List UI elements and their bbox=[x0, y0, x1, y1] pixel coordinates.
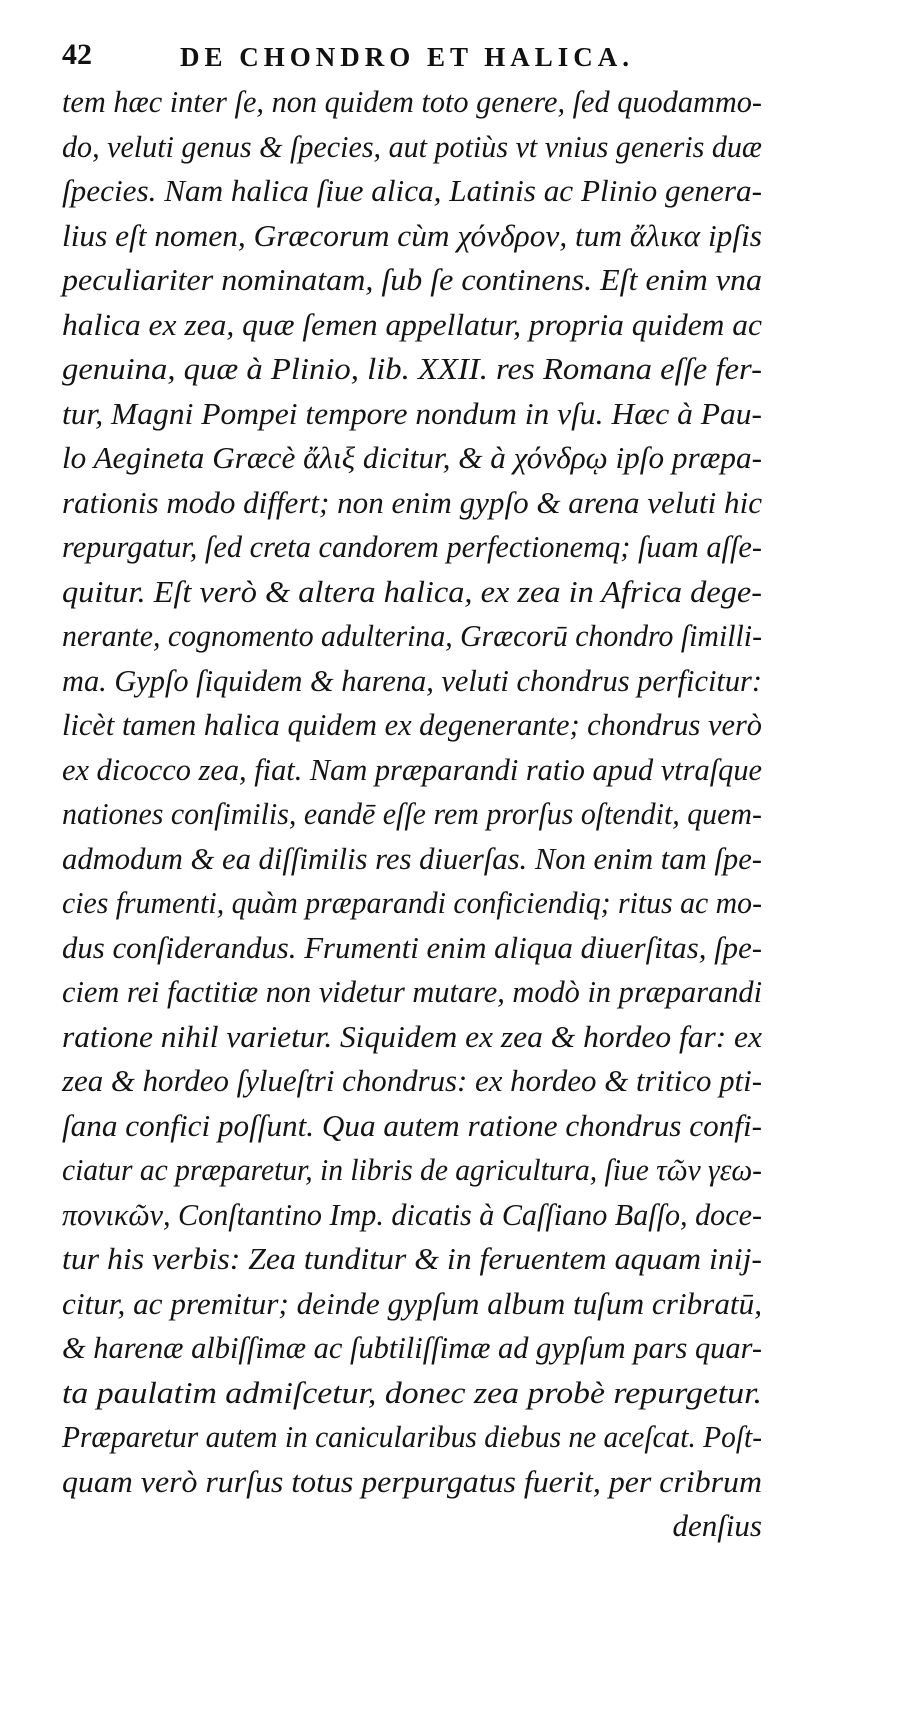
text-line: ma. Gypſo ſiquidem & harena, veluti chondrus perficitur: bbox=[62, 662, 762, 698]
text-line: ciatur ac præparetur, in libris de agricultura, ſiue τῶν γεω- bbox=[62, 1152, 762, 1187]
text-line: ciem rei factitiæ non videtur mutare, modò in præparandi bbox=[62, 974, 762, 1009]
text-line: genuina, quæ à Plinio, lib. XXII. res Romana eſſe fer- bbox=[62, 351, 762, 386]
text-line: halica ex zea, quæ ſemen appellatur, propria quidem ac bbox=[62, 306, 763, 342]
text-line: nationes conſimilis, eandē eſſe rem prorſus oſtendit, quem- bbox=[62, 796, 762, 831]
text-line: tur, Magni Pompei tempore nondum in vſu. Hæc à Pau- bbox=[62, 395, 762, 431]
text-line: ex dicocco zea, fiat. Nam præparandi ratio apud vtraſque bbox=[62, 751, 762, 787]
page-header bbox=[62, 38, 762, 78]
text-line: admodum & ea diſſimilis res diuerſas. Non enim tam ſpe- bbox=[62, 840, 762, 876]
text-line: ta paulatim admiſcetur, donec zea probè repurgetur. bbox=[62, 1374, 762, 1410]
body-text bbox=[62, 80, 852, 1549]
text-line: ſpecies. Nam halica ſiue alica, Latinis ac Plinio genera- bbox=[62, 173, 762, 208]
text-line: lo Aegineta Græcè ἄλιξ dicitur, & à χόνδρῳ ipſo præpa- bbox=[62, 440, 762, 475]
text-line: ratione nihil varietur. Siquidem ex zea & hordeo far: ex bbox=[62, 1018, 762, 1054]
text-line: rationis modo differt; non enim gypſo & arena veluti hic bbox=[62, 484, 762, 520]
text-line: peculiariter nominatam, ſub ſe continens. Eſt enim vna bbox=[62, 262, 762, 297]
text-line: licèt tamen halica quidem ex degenerante; chondrus verò bbox=[62, 707, 762, 742]
catchword: denſius bbox=[672, 1508, 762, 1543]
page-number: 42 bbox=[62, 38, 92, 71]
text-line: dus conſiderandus. Frumenti enim aliqua diuerſitas, ſpe- bbox=[62, 929, 762, 965]
text-line: quitur. Eſt verò & altera halica, ex zea in Africa dege- bbox=[62, 573, 762, 609]
text-line: nerante, cognomento adulterina, Græcorū chondro ſimilli- bbox=[62, 618, 762, 653]
text-line: tem hæc inter ſe, non quidem toto genere, ſed quodammo- bbox=[62, 84, 762, 119]
text-line: πονικῶν, Conſtantino Imp. dicatis à Caſſiano Baſſo, doce- bbox=[62, 1196, 762, 1232]
text-line: do, veluti genus & ſpecies, aut potiùs vt vnius generis duæ bbox=[62, 128, 762, 164]
text-line: repurgatur, ſed creta candorem perfectionemq; ſuam aſſe- bbox=[62, 529, 762, 564]
text-line: quam verò rurſus totus perpurgatus fuerit, per cribrum bbox=[62, 1463, 762, 1499]
running-title: DE CHONDRO ET HALICA. bbox=[180, 42, 635, 72]
text-line: zea & hordeo ſylueſtri chondrus: ex hordeo & tritico pti- bbox=[62, 1063, 762, 1098]
text-line: citur, ac premitur; deinde gypſum album tuſum cribratū, bbox=[62, 1285, 762, 1321]
text-line: Præparetur autem in canicularibus diebus ne aceſcat. Poſt- bbox=[62, 1419, 762, 1454]
text-line: ſana confici poſſunt. Qua autem ratione chondrus confi- bbox=[62, 1107, 763, 1143]
text-line: & harenæ albiſſimæ ac ſubtiliſſimæ ad gypſum pars quar- bbox=[62, 1330, 762, 1365]
text-line: lius eſt nomen, Græcorum cùm χόνδρον, tum ἄλικα ipſis bbox=[62, 217, 762, 253]
text-line: tur his verbis: Zea tunditur & in feruentem aquam inij- bbox=[62, 1241, 762, 1276]
text-line: cies frumenti, quàm præparandi conficiendiq; ritus ac mo- bbox=[62, 885, 762, 920]
